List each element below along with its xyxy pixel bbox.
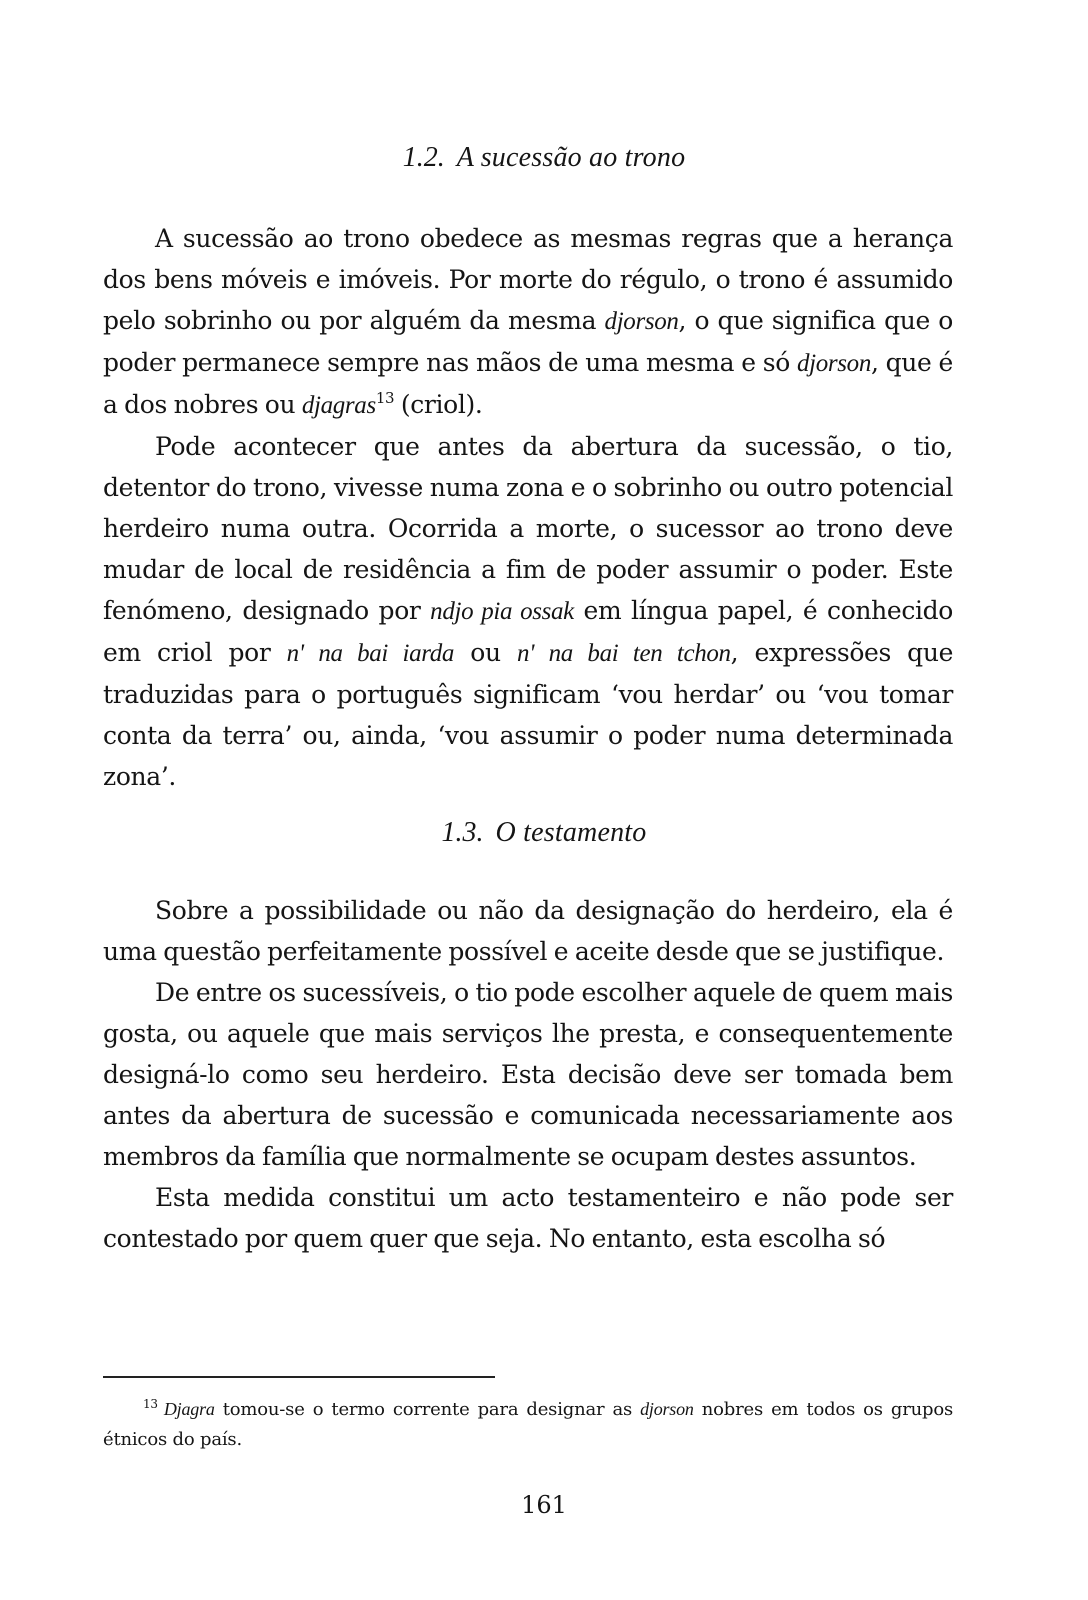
footnote (103, 1394, 953, 1455)
section-number: 1.3. (441, 817, 484, 848)
text-run: em língua papel, é conhecido em criol por (103, 596, 953, 667)
footnote-divider (103, 1376, 495, 1378)
page-number: 161 (521, 1491, 567, 1519)
italic-term: djorson (640, 1399, 694, 1419)
text-run: (criol). (394, 390, 483, 419)
paragraph (103, 426, 953, 797)
paragraph (103, 218, 953, 426)
paragraph: Sobre a possibilidade ou não da designação do herdeiro, ela é uma questão perfeitamente possível e aceite desde que se justifique. (103, 896, 953, 966)
text-run: , o que significa que o poder permanece sempre nas mãos de uma mesma e só (103, 306, 953, 377)
section-heading-1-3 (0, 815, 1088, 851)
section-body-1-2 (103, 218, 953, 797)
italic-term: n' na bai ten tchon (516, 640, 731, 667)
text-run: tomou-se o termo corrente para designar as (214, 1399, 641, 1420)
footnote-reference: 13 (375, 389, 395, 407)
text-run: ou (454, 638, 517, 667)
section-title: O testamento (495, 817, 647, 848)
italic-term: Djagra (163, 1399, 215, 1419)
section-title: A sucessão ao trono (456, 142, 686, 173)
section-heading-1-2 (0, 140, 1088, 176)
italic-term: n' na bai iarda (286, 640, 455, 667)
text-run: , que é a dos nobres ou (103, 348, 953, 419)
paragraph: De entre os sucessíveis, o tio pode escolher aquele de quem mais gosta, ou aquele que mais serviços lhe presta, e consequentemente designá-lo como seu herdeiro. Esta decisão deve ser tomada bem antes da abertura de sucessão e comunicada necessariamente aos membros da família que normalmente se ocupam destes assuntos. (103, 978, 953, 1171)
footnote-number: 13 (143, 1397, 158, 1411)
italic-term: djagras (301, 392, 376, 419)
italic-term: djorson (797, 350, 871, 377)
text-run: A sucessão ao trono obedece as mesmas regras que a herança dos bens móveis e imóveis. Por morte do régulo, o trono é assumido pelo sobrinho ou por alguém da mesma (103, 224, 953, 335)
italic-term: ndjo pia ossak (430, 598, 574, 625)
text-run: Pode acontecer que antes da abertura da sucessão, o tio, detentor do trono, vivesse numa zona e o sobrinho ou outro potencial herdeiro numa outra. Ocorrida a morte, o sucessor ao trono deve mudar de local de residência a fim de poder assumir o poder. Este fenómeno, designado por (103, 432, 953, 625)
section-number: 1.2. (402, 142, 445, 173)
paragraph: Esta medida constitui um acto testamenteiro e não pode ser contestado por quem quer que seja. No entanto, esta escolha só (103, 1183, 953, 1253)
italic-term: djorson (604, 308, 679, 335)
text-run: , expressões que traduzidas para o português significam ‘vou herdar’ ou ‘vou tomar conta da terra’ ou, ainda, ‘vou assumir o poder numa determinada zona’. (103, 638, 954, 791)
section-body-1-3 (103, 890, 953, 1259)
text-run: nobres em todos os grupos étnicos do país. (103, 1399, 953, 1450)
